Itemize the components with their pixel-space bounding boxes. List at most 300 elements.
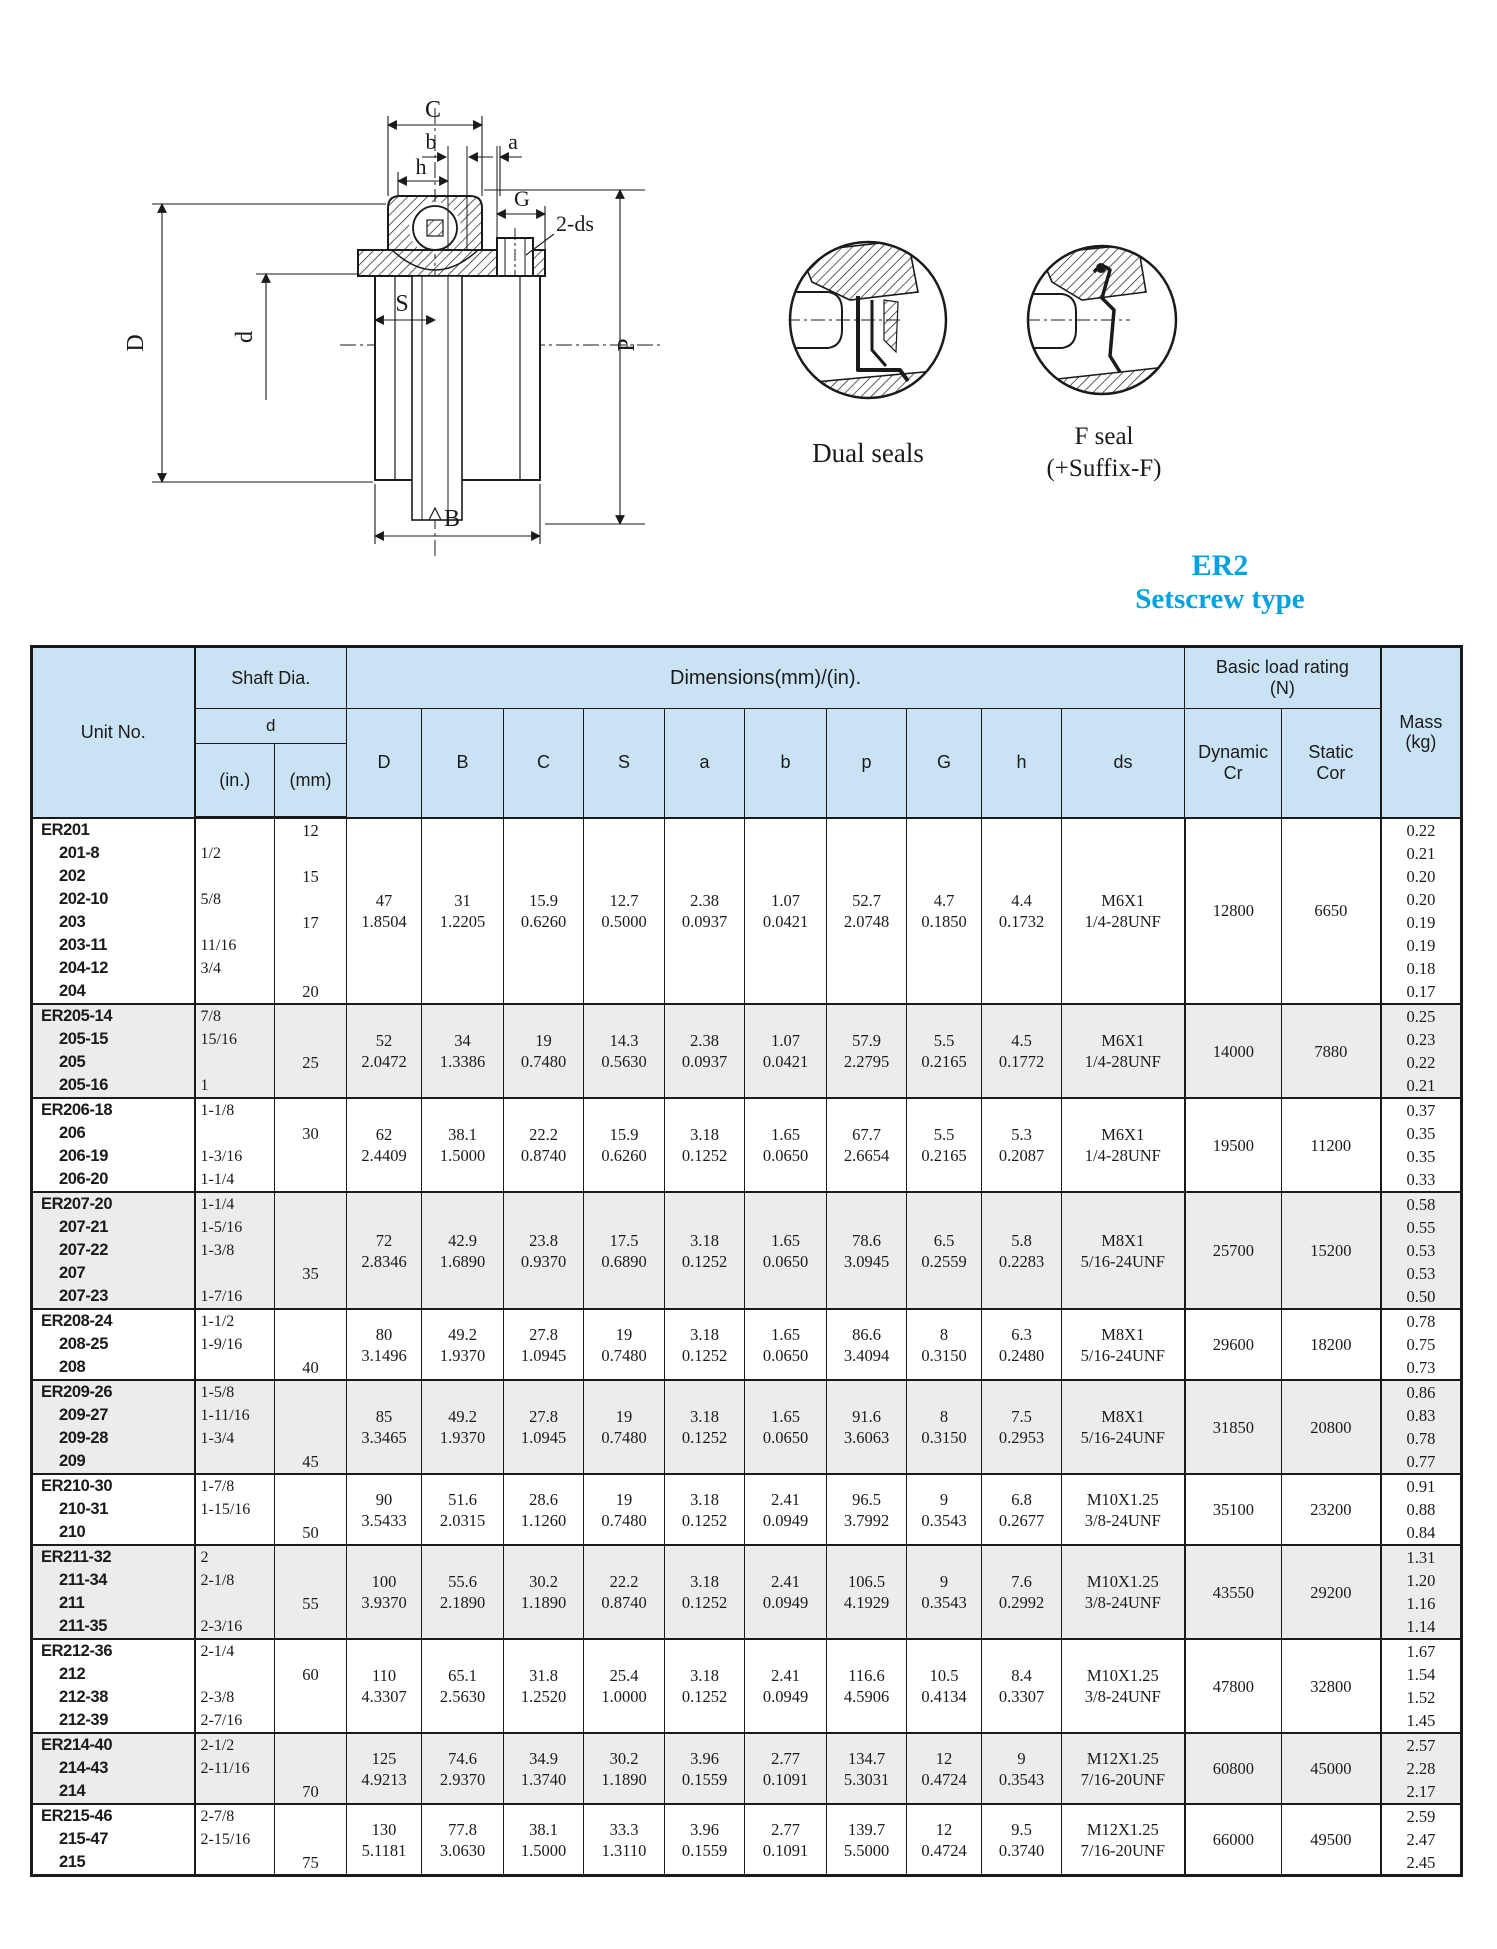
shaft-dia-mm-cell <box>275 934 347 957</box>
dim-a-in: 0.1559 <box>681 1840 728 1860</box>
unit-no-cell: ER201 <box>32 818 195 843</box>
dim-B-cell <box>422 1804 504 1876</box>
mass-unit: (kg) <box>1405 732 1437 753</box>
unit-no-cell: 202-10 <box>32 888 195 911</box>
dim-ds-mm: M8X1 <box>1101 1324 1145 1344</box>
static-cor-cell: 20800 <box>1282 1380 1381 1474</box>
dim-a-in: 0.1252 <box>681 1428 728 1447</box>
dim-G-in: 0.2165 <box>921 1146 967 1165</box>
dim-D-cell <box>347 1098 422 1192</box>
dim-S-mm: 14.3 <box>609 1031 639 1050</box>
dim-label-P: P <box>614 338 640 352</box>
dim-B-mm: 51.6 <box>448 1489 477 1509</box>
dim-G-cell <box>907 1474 982 1545</box>
dim-S-in: 0.8740 <box>601 1593 647 1612</box>
dim-ds-in: 1/4-28UNF <box>1084 911 1161 931</box>
shaft-dia-mm-cell <box>275 1733 347 1757</box>
f-seal-caption-line1: F seal <box>1074 423 1134 450</box>
dim-G-mm: 9 <box>939 1572 949 1591</box>
dynamic-cr-cell: 14000 <box>1185 1004 1282 1098</box>
mass-cell: 0.84 <box>1381 1521 1462 1545</box>
dim-S-in: 1.1890 <box>601 1769 647 1789</box>
dim-h-in: 0.2677 <box>998 1510 1045 1530</box>
dim-S-in: 0.6260 <box>601 1146 647 1165</box>
dim-ds-cell <box>1062 1545 1185 1639</box>
dim-h-mm: 8.4 <box>1011 1666 1032 1685</box>
dim-p-in: 3.6063 <box>843 1428 890 1447</box>
dim-b-mm: 1.07 <box>771 890 800 910</box>
dim-b-mm: 1.65 <box>771 1407 800 1426</box>
unit-no-cell: 210 <box>32 1521 195 1545</box>
dim-S-cell <box>584 1639 665 1733</box>
dim-G-mm: 10.5 <box>929 1666 959 1685</box>
mass-cell: 1.67 <box>1381 1639 1462 1663</box>
dim-b-cell <box>745 1098 827 1192</box>
dim-C-mm: 27.8 <box>529 1407 558 1426</box>
table-row <box>32 1545 1462 1569</box>
dim-B-mm: 65.1 <box>448 1666 477 1685</box>
shaft-dia-in-cell: 11/16 <box>195 934 275 957</box>
dim-ds-cell <box>1062 1380 1185 1474</box>
dim-ds-in: 5/16-24UNF <box>1080 1428 1165 1447</box>
mass-cell: 0.58 <box>1381 1192 1462 1216</box>
dim-D-mm: 85 <box>375 1407 393 1426</box>
shaft-dia-mm-cell: 50 <box>275 1521 347 1545</box>
dim-ds-mm: M6X1 <box>1101 1031 1145 1050</box>
table-row <box>32 1639 1462 1663</box>
mass-cell: 1.31 <box>1381 1545 1462 1569</box>
unit-no-cell: 207 <box>32 1262 195 1285</box>
unit-no-cell: 206-19 <box>32 1145 195 1168</box>
dim-S-mm: 15.9 <box>609 1125 639 1144</box>
dim-label-G: G <box>514 186 530 211</box>
dim-p-in: 2.0748 <box>843 911 890 931</box>
dim-C-in: 1.2520 <box>520 1687 567 1706</box>
dim-S-cell <box>584 1733 665 1804</box>
unit-no-cell: 206 <box>32 1122 195 1145</box>
dim-S-in: 0.7480 <box>601 1510 647 1530</box>
dim-S-in: 1.0000 <box>601 1687 647 1706</box>
dim-D-cell <box>347 1004 422 1098</box>
dim-B-in: 2.9370 <box>439 1769 486 1789</box>
shaft-dia-mm-cell <box>275 1216 347 1239</box>
dim-ds-mm: M12X1.25 <box>1086 1819 1159 1839</box>
shaft-dia-mm-cell <box>275 1168 347 1192</box>
dim-h-mm: 5.3 <box>1011 1125 1032 1144</box>
f-seal-detail <box>1020 244 1180 482</box>
dim-C-cell <box>504 1474 584 1545</box>
dim-a-mm: 3.18 <box>690 1324 719 1344</box>
dim-ds-in: 3/8-24UNF <box>1084 1510 1161 1530</box>
dim-D-mm: 80 <box>375 1324 393 1344</box>
dim-p-mm: 139.7 <box>847 1819 886 1839</box>
shaft-dia-mm-cell <box>275 842 347 865</box>
dim-C-mm: 38.1 <box>529 1819 558 1839</box>
table-row <box>32 1474 1462 1498</box>
shaft-dia-in-cell: 2-3/16 <box>195 1615 275 1639</box>
dynamic-label: Dynamic <box>1198 742 1269 763</box>
shaft-dia-in-cell: 1-11/16 <box>195 1404 275 1427</box>
dim-a-mm: 3.18 <box>690 1572 719 1591</box>
shaft-dia-in-cell: 2-1/4 <box>195 1639 275 1663</box>
dim-p-cell <box>827 1380 907 1474</box>
dim-ds-in: 7/16-20UNF <box>1080 1769 1165 1789</box>
unit-no-cell: 212-39 <box>32 1709 195 1733</box>
shaft-dia-in-cell <box>195 1592 275 1615</box>
mass-cell: 2.59 <box>1381 1804 1462 1828</box>
unit-no-cell: ER208-24 <box>32 1309 195 1333</box>
dim-p-in: 5.3031 <box>843 1769 890 1789</box>
dim-G-cell <box>907 1545 982 1639</box>
shaft-dia-mm-cell: 40 <box>275 1356 347 1380</box>
dim-a-in: 0.1252 <box>681 1146 728 1165</box>
dim-h-cell <box>982 1804 1062 1876</box>
mass-cell: 0.20 <box>1381 888 1462 911</box>
dim-B-in: 1.6890 <box>439 1251 486 1271</box>
dim-S-cell <box>584 1004 665 1098</box>
static-cor-cell: 7880 <box>1282 1004 1381 1098</box>
dim-S-cell <box>584 1804 665 1876</box>
col-header-h: h <box>982 709 1062 818</box>
dim-G-in: 0.1850 <box>921 911 967 931</box>
basic-load-unit: (N) <box>1269 678 1295 698</box>
dim-b-cell <box>745 1380 827 1474</box>
mass-cell: 0.23 <box>1381 1028 1462 1051</box>
dim-ds-cell <box>1062 1804 1185 1876</box>
shaft-dia-mm-cell <box>275 1380 347 1404</box>
mass-cell: 0.33 <box>1381 1168 1462 1192</box>
shaft-dia-in-cell: 2-7/16 <box>195 1709 275 1733</box>
col-header-b: b <box>745 709 827 818</box>
shaft-dia-in-cell: 1-7/16 <box>195 1285 275 1309</box>
dim-C-in: 1.3740 <box>520 1769 567 1789</box>
dim-ds-cell <box>1062 818 1185 1005</box>
dim-B-mm: 42.9 <box>448 1230 477 1250</box>
shaft-dia-in-cell: 3/4 <box>195 957 275 980</box>
dim-b-cell <box>745 1733 827 1804</box>
col-header-mm: (mm) <box>275 744 347 818</box>
dim-G-in: 0.4134 <box>921 1687 967 1706</box>
dim-S-mm: 19 <box>615 1324 633 1344</box>
dim-B-in: 2.1890 <box>439 1593 486 1612</box>
dim-C-cell <box>504 1639 584 1733</box>
col-header-dimensions: Dimensions(mm)/(in). <box>347 647 1185 709</box>
shaft-dia-in-cell: 1-1/8 <box>195 1098 275 1122</box>
col-header-shaft-dia: Shaft Dia. <box>195 647 347 709</box>
dim-S-cell <box>584 1545 665 1639</box>
unit-no-cell: 204-12 <box>32 957 195 980</box>
dim-S-mm: 19 <box>615 1489 633 1509</box>
dim-b-cell <box>745 818 827 1005</box>
shaft-dia-mm-cell: 17 <box>275 911 347 934</box>
dim-b-in: 0.0650 <box>762 1251 809 1271</box>
dim-B-cell <box>422 1098 504 1192</box>
dim-B-in: 3.0630 <box>439 1840 486 1860</box>
unit-no-cell: ER205-14 <box>32 1004 195 1028</box>
dim-S-in: 0.7480 <box>601 1428 647 1447</box>
dim-p-cell <box>827 1004 907 1098</box>
shaft-dia-in-cell: 7/8 <box>195 1004 275 1028</box>
dim-a-mm: 3.18 <box>690 1666 719 1685</box>
dim-a-cell <box>665 818 745 1005</box>
dim-G-cell <box>907 1004 982 1098</box>
unit-no-cell: 205-15 <box>32 1028 195 1051</box>
dim-h-in: 0.2953 <box>998 1428 1045 1447</box>
dim-p-cell <box>827 1733 907 1804</box>
dim-C-in: 0.7480 <box>520 1052 567 1071</box>
mass-cell: 1.45 <box>1381 1709 1462 1733</box>
dim-h-in: 0.2283 <box>998 1251 1045 1271</box>
dim-ds-mm: M10X1.25 <box>1086 1572 1159 1591</box>
mass-cell: 0.19 <box>1381 911 1462 934</box>
mass-cell: 0.78 <box>1381 1309 1462 1333</box>
unit-no-cell: 211-35 <box>32 1615 195 1639</box>
mass-cell: 2.45 <box>1381 1851 1462 1876</box>
dim-h-in: 0.3543 <box>998 1769 1045 1789</box>
dim-a-cell <box>665 1474 745 1545</box>
dim-C-in: 1.5000 <box>520 1840 567 1860</box>
dim-B-mm: 34 <box>454 1031 471 1050</box>
dim-D-cell <box>347 1192 422 1309</box>
dim-C-in: 0.8740 <box>520 1146 567 1165</box>
table-row <box>32 1098 1462 1122</box>
dim-S-in: 0.5000 <box>601 911 647 931</box>
shaft-dia-in-cell: 1-5/8 <box>195 1380 275 1404</box>
shaft-dia-in-cell <box>195 1450 275 1474</box>
static-cor-cell: 32800 <box>1282 1639 1381 1733</box>
mass-cell: 0.75 <box>1381 1333 1462 1356</box>
dim-h-in: 0.2480 <box>998 1345 1045 1365</box>
static-cor-cell: 23200 <box>1282 1474 1381 1545</box>
unit-no-cell: 208-25 <box>32 1333 195 1356</box>
dim-D-mm: 90 <box>375 1489 393 1509</box>
dim-D-mm: 100 <box>371 1572 397 1591</box>
mass-cell: 0.17 <box>1381 980 1462 1004</box>
mass-cell: 1.54 <box>1381 1663 1462 1686</box>
dim-h-cell <box>982 1309 1062 1380</box>
dim-ds-cell <box>1062 1639 1185 1733</box>
static-cor-cell: 29200 <box>1282 1545 1381 1639</box>
dim-label-S: S <box>395 291 409 317</box>
shaft-dia-mm-cell: 12 <box>275 818 347 843</box>
table-row <box>32 1192 1462 1216</box>
dim-S-cell <box>584 1098 665 1192</box>
dim-C-in: 0.6260 <box>520 911 567 931</box>
dim-ds-in: 1/4-28UNF <box>1084 1052 1161 1071</box>
shaft-dia-mm-cell <box>275 1028 347 1051</box>
col-header-in: (in.) <box>195 744 275 818</box>
dim-a-in: 0.0937 <box>681 911 728 931</box>
dynamic-cr-cell: 43550 <box>1185 1545 1282 1639</box>
dim-B-mm: 77.8 <box>448 1819 477 1839</box>
unit-no-cell: ER210-30 <box>32 1474 195 1498</box>
static-cor-cell: 15200 <box>1282 1192 1381 1309</box>
shaft-dia-in-cell: 1-15/16 <box>195 1498 275 1521</box>
dim-D-in: 3.3465 <box>361 1428 407 1447</box>
shaft-dia-mm-cell <box>275 1309 347 1333</box>
table-row <box>32 1380 1462 1404</box>
dim-G-cell <box>907 1733 982 1804</box>
dim-C-in: 1.0945 <box>520 1345 567 1365</box>
dim-a-cell <box>665 1545 745 1639</box>
mass-cell: 0.53 <box>1381 1239 1462 1262</box>
dim-D-in: 3.9370 <box>361 1593 407 1612</box>
dim-p-cell <box>827 1804 907 1876</box>
shaft-dia-mm-cell <box>275 1709 347 1733</box>
unit-no-cell: 207-21 <box>32 1216 195 1239</box>
shaft-dia-in-cell: 1-9/16 <box>195 1333 275 1356</box>
dim-label-h: h <box>415 154 427 179</box>
dim-h-cell <box>982 1380 1062 1474</box>
dim-ds-cell <box>1062 1192 1185 1309</box>
dim-B-in: 2.5630 <box>439 1687 486 1706</box>
col-header-d: d <box>195 709 347 744</box>
dim-b-cell <box>745 1192 827 1309</box>
shaft-dia-mm-cell <box>275 1285 347 1309</box>
dim-G-in: 0.4724 <box>921 1769 967 1789</box>
unit-no-cell: 209-27 <box>32 1404 195 1427</box>
mass-cell: 0.22 <box>1381 1051 1462 1074</box>
shaft-dia-in-cell: 1-1/2 <box>195 1309 275 1333</box>
shaft-dia-mm-cell <box>275 1686 347 1709</box>
dim-b-cell <box>745 1309 827 1380</box>
unit-no-cell: 203-11 <box>32 934 195 957</box>
dynamic-cr-cell: 19500 <box>1185 1098 1282 1192</box>
dim-label-2ds: 2-ds <box>556 211 594 236</box>
dim-h-in: 0.3740 <box>998 1840 1045 1860</box>
dim-h-mm: 4.5 <box>1011 1031 1032 1050</box>
dim-D-cell <box>347 1474 422 1545</box>
dim-C-cell <box>504 1545 584 1639</box>
mass-cell: 1.20 <box>1381 1569 1462 1592</box>
dim-a-in: 0.1252 <box>681 1345 728 1365</box>
dim-a-mm: 2.38 <box>690 1031 719 1050</box>
unit-no-cell: 207-22 <box>32 1239 195 1262</box>
mass-cell: 0.37 <box>1381 1098 1462 1122</box>
dim-a-cell <box>665 1309 745 1380</box>
shaft-dia-mm-cell: 70 <box>275 1780 347 1804</box>
dim-C-mm: 31.8 <box>529 1666 558 1685</box>
dim-p-cell <box>827 1639 907 1733</box>
dim-S-mm: 19 <box>615 1407 633 1426</box>
dual-seals-detail <box>780 240 950 468</box>
dim-S-cell <box>584 1309 665 1380</box>
unit-no-cell: ER215-46 <box>32 1804 195 1828</box>
dim-a-cell <box>665 1004 745 1098</box>
shaft-dia-in-cell: 2-15/16 <box>195 1828 275 1851</box>
dynamic-cr-cell: 66000 <box>1185 1804 1282 1876</box>
unit-no-cell: ER214-40 <box>32 1733 195 1757</box>
dim-b-mm: 2.77 <box>771 1748 800 1768</box>
dim-C-cell <box>504 1192 584 1309</box>
dim-h-mm: 6.8 <box>1011 1489 1032 1509</box>
dim-b-mm: 2.77 <box>771 1819 800 1839</box>
dim-B-in: 1.3386 <box>439 1052 486 1071</box>
dim-p-mm: 67.7 <box>852 1125 881 1144</box>
shaft-dia-mm-cell <box>275 1757 347 1780</box>
mass-cell: 0.88 <box>1381 1498 1462 1521</box>
dim-ds-in: 1/4-28UNF <box>1084 1146 1161 1165</box>
dim-D-in: 1.8504 <box>361 911 407 931</box>
dim-a-in: 0.1559 <box>681 1769 728 1789</box>
dim-S-cell <box>584 818 665 1005</box>
col-header-a: a <box>665 709 745 818</box>
dim-p-in: 2.6654 <box>843 1146 890 1165</box>
shaft-dia-in-cell <box>195 980 275 1004</box>
dim-S-mm: 30.2 <box>609 1748 639 1768</box>
col-header-S: S <box>584 709 665 818</box>
dim-B-cell <box>422 1474 504 1545</box>
dim-G-in: 0.3543 <box>921 1510 967 1530</box>
dim-S-cell <box>584 1192 665 1309</box>
shaft-dia-in-cell <box>195 1051 275 1074</box>
shaft-dia-in-cell <box>195 1262 275 1285</box>
dim-h-cell <box>982 1004 1062 1098</box>
mass-cell: 0.35 <box>1381 1122 1462 1145</box>
dim-D-cell <box>347 1380 422 1474</box>
shaft-dia-in-cell: 5/8 <box>195 888 275 911</box>
dim-label-C: C <box>424 97 442 123</box>
unit-no-cell: 206-20 <box>32 1168 195 1192</box>
dim-D-cell <box>347 1639 422 1733</box>
dim-b-mm: 1.65 <box>771 1125 800 1144</box>
static-cor-cell: 45000 <box>1282 1733 1381 1804</box>
dim-B-mm: 74.6 <box>448 1748 477 1768</box>
dim-h-mm: 7.5 <box>1011 1407 1032 1426</box>
dim-S-mm: 25.4 <box>609 1666 639 1685</box>
dim-ds-cell <box>1062 1733 1185 1804</box>
shaft-dia-mm-cell <box>275 1239 347 1262</box>
dim-p-cell <box>827 818 907 1005</box>
shaft-dia-in-cell <box>195 1851 275 1876</box>
mass-cell: 0.86 <box>1381 1380 1462 1404</box>
dim-a-cell <box>665 1733 745 1804</box>
unit-no-cell: 205-16 <box>32 1074 195 1098</box>
dim-a-mm: 3.18 <box>690 1125 719 1144</box>
dim-D-in: 2.0472 <box>361 1052 407 1071</box>
dim-b-mm: 2.41 <box>771 1572 800 1591</box>
dim-B-cell <box>422 1733 504 1804</box>
dim-S-in: 0.5630 <box>601 1052 647 1071</box>
dim-b-mm: 2.41 <box>771 1666 800 1685</box>
shaft-dia-in-cell: 2-1/2 <box>195 1733 275 1757</box>
dim-label-b: b <box>425 129 437 154</box>
shaft-dia-mm-cell <box>275 888 347 911</box>
shaft-dia-mm-cell <box>275 1404 347 1427</box>
shaft-dia-mm-cell <box>275 1004 347 1028</box>
shaft-dia-in-cell: 2-11/16 <box>195 1757 275 1780</box>
dim-a-mm: 3.18 <box>690 1489 719 1509</box>
dim-ds-cell <box>1062 1098 1185 1192</box>
dim-label-B: B <box>443 506 461 532</box>
dim-G-cell <box>907 1639 982 1733</box>
mass-cell: 2.28 <box>1381 1757 1462 1780</box>
shaft-dia-in-cell <box>195 818 275 843</box>
dim-p-mm: 106.5 <box>847 1572 886 1591</box>
shaft-dia-mm-cell <box>275 1569 347 1592</box>
shaft-dia-in-cell: 1 <box>195 1074 275 1098</box>
unit-no-cell: 209 <box>32 1450 195 1474</box>
dim-p-mm: 116.6 <box>848 1666 885 1685</box>
dim-p-in: 5.5000 <box>843 1840 890 1860</box>
dim-h-mm: 7.6 <box>1011 1572 1032 1591</box>
dim-G-mm: 9 <box>939 1489 949 1509</box>
dim-b-in: 0.1091 <box>762 1840 809 1860</box>
dim-b-in: 0.0949 <box>762 1687 809 1706</box>
table-row <box>32 1804 1462 1828</box>
mass-cell: 0.73 <box>1381 1356 1462 1380</box>
dim-a-in: 0.1252 <box>681 1593 728 1612</box>
